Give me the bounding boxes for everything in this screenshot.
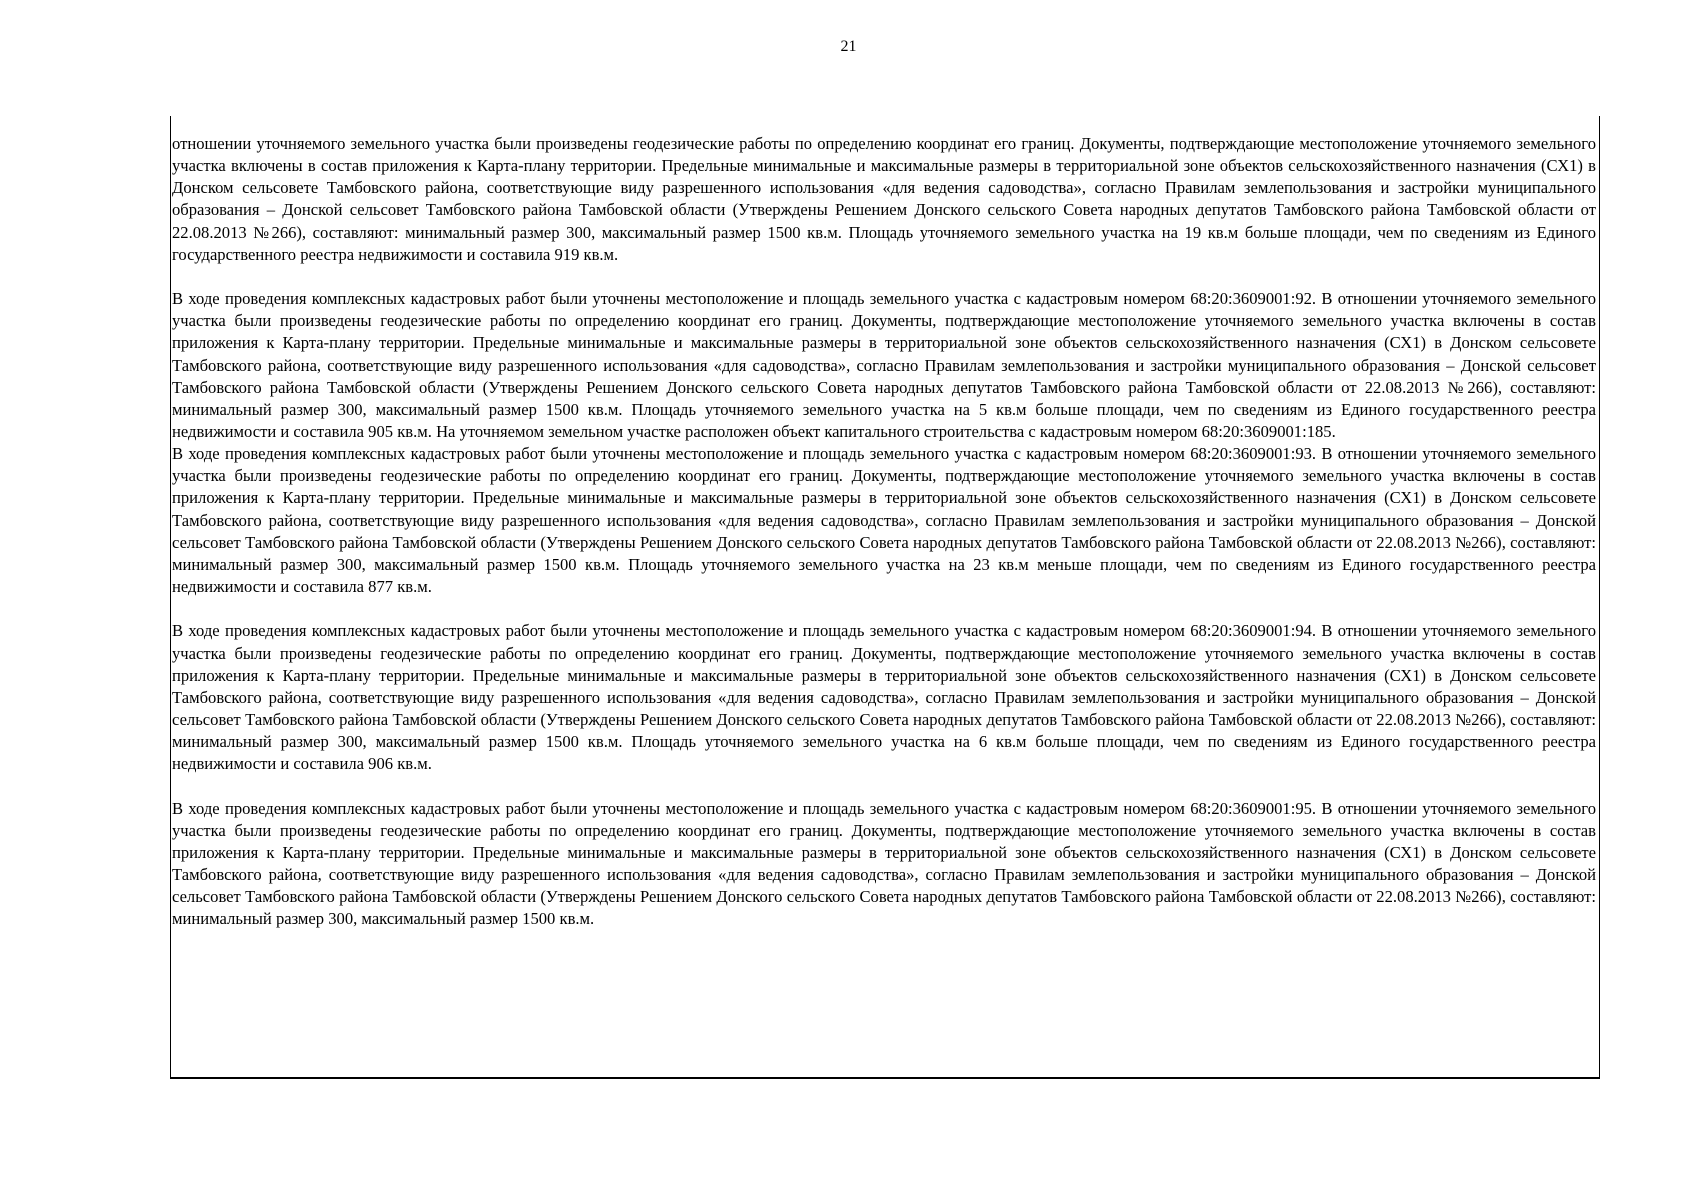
paragraph-gap	[172, 598, 1596, 620]
paragraph-plot-95: В ходе проведения комплексных кадастровых работ были уточнены местоположение и площадь земельного участка с кадастровым номером 68:20:3609001:95. В отношении уточняемого земельного участка были произведены геодезические работы по определению координат его границ. Документы, подтверждающие местоположение уточняемого земельного участка включены в состав приложения к Карта-плану территории. Предельные минимальные и максимальные размеры в территориальной зоне объектов сельскохозяйственного назначения (СХ1) в Донском сельсовете Тамбовского района, соответствующие виду разрешенного использования «для ведения садоводства», согласно Правилам землепользования и застройки муниципального образования – Донской сельсовет Тамбовского района Тамбовской области (Утверждены Решением Донского сельского Совета народных депутатов Тамбовского района Тамбовской области от 22.08.2013 №266), составляют: минимальный размер 300, максимальный размер 1500 кв.м.	[172, 798, 1596, 929]
paragraph-plot-94: В ходе проведения комплексных кадастровых работ были уточнены местоположение и площадь земельного участка с кадастровым номером 68:20:3609001:94. В отношении уточняемого земельного участка были произведены геодезические работы по определению координат его границ. Документы, подтверждающие местоположение уточняемого земельного участка включены в состав приложения к Карта-плану территории. Предельные минимальные и максимальные размеры в территориальной зоне объектов сельскохозяйственного назначения (СХ1) в Донском сельсовете Тамбовского района, соответствующие виду разрешенного использования «для ведения садоводства», согласно Правилам землепользования и застройки муниципального образования – Донской сельсовет Тамбовского района Тамбовской области (Утверждены Решением Донского сельского Совета народных депутатов Тамбовского района Тамбовской области от 22.08.2013 №266), составляют: минимальный размер 300, максимальный размер 1500 кв.м. Площадь уточняемого земельного участка на 6 кв.м больше площади, чем по сведениям из Единого государственного реестра недвижимости и составила 906 кв.м.	[172, 621, 1596, 774]
paragraph-gap	[172, 266, 1596, 288]
document-body	[172, 133, 1596, 931]
paragraph-continuation: отношении уточняемого земельного участка были произведены геодезические работы по определению координат его границ. Документы, подтверждающие местоположение уточняемого земельного участка включены в состав приложения к Карта-плану территории. Предельные минимальные и максимальные размеры в территориальной зоне объектов сельскохозяйственного назначения (СХ1) в Донском сельсовете Тамбовского района, соответствующие виду разрешенного использования «для ведения садоводства», согласно Правилам землепользования и застройки муниципального образования – Донской сельсовет Тамбовского района Тамбовской области (Утверждены Решением Донского сельского Совета народных депутатов Тамбовского района Тамбовской области от 22.08.2013 №266), составляют: минимальный размер 300, максимальный размер 1500 кв.м. Площадь уточняемого земельного участка на 19 кв.м больше площади, чем по сведениям из Единого государственного реестра недвижимости и составила 919 кв.м.	[172, 134, 1596, 264]
page-number: 21	[840, 38, 857, 55]
paragraph-plot-92-93: В ходе проведения комплексных кадастровых работ были уточнены местоположение и площадь земельного участка с кадастровым номером 68:20:3609001:92. В отношении уточняемого земельного участка были произведены геодезические работы по определению координат его границ. Документы, подтверждающие местоположение уточняемого земельного участка включены в состав приложения к Карта-плану территории. Предельные минимальные и максимальные размеры в территориальной зоне объектов сельскохозяйственного назначения (СХ1) в Донском сельсовете Тамбовского района, соответствующие виду разрешенного использования «для садоводства», согласно Правилам землепользования и застройки муниципального образования – Донской сельсовет Тамбовского района Тамбовской области (Утверждены Решением Донского сельского Совета народных депутатов Тамбовского района Тамбовской области от 22.08.2013 №266), составляют: минимальный размер 300, максимальный размер 1500 кв.м. Площадь уточняемого земельного участка на 5 кв.м больше площади, чем по сведениям из Единого государственного реестра недвижимости и составила 905 кв.м. На уточняемом земельном участке расположен объект капитального строительства с кадастровым номером 68:20:3609001:185. В ходе проведения комплексных кадастровых работ были уточнены местоположение и площадь земельного участка с кадастровым номером 68:20:3609001:93. В отношении уточняемого земельного участка были произведены геодезические работы по определению координат его границ. Документы, подтверждающие местоположение уточняемого земельного участка включены в состав приложения к Карта-плану территории. Предельные минимальные и максимальные размеры в территориальной зоне объектов сельскохозяйственного назначения (СХ1) в Донском сельсовете Тамбовского района, соответствующие виду разрешенного использования «для ведения садоводства», согласно Правилам землепользования и застройки муниципального образования – Донской сельсовет Тамбовского района Тамбовской области (Утверждены Решением Донского сельского Совета народных депутатов Тамбовского района Тамбовской области от 22.08.2013 №266), составляют: минимальный размер 300, максимальный размер 1500 кв.м. Площадь уточняемого земельного участка на 23 кв.м меньше площади, чем по сведениям из Единого государственного реестра недвижимости и составила 877 кв.м.	[172, 289, 1596, 597]
paragraph-gap	[172, 776, 1596, 798]
